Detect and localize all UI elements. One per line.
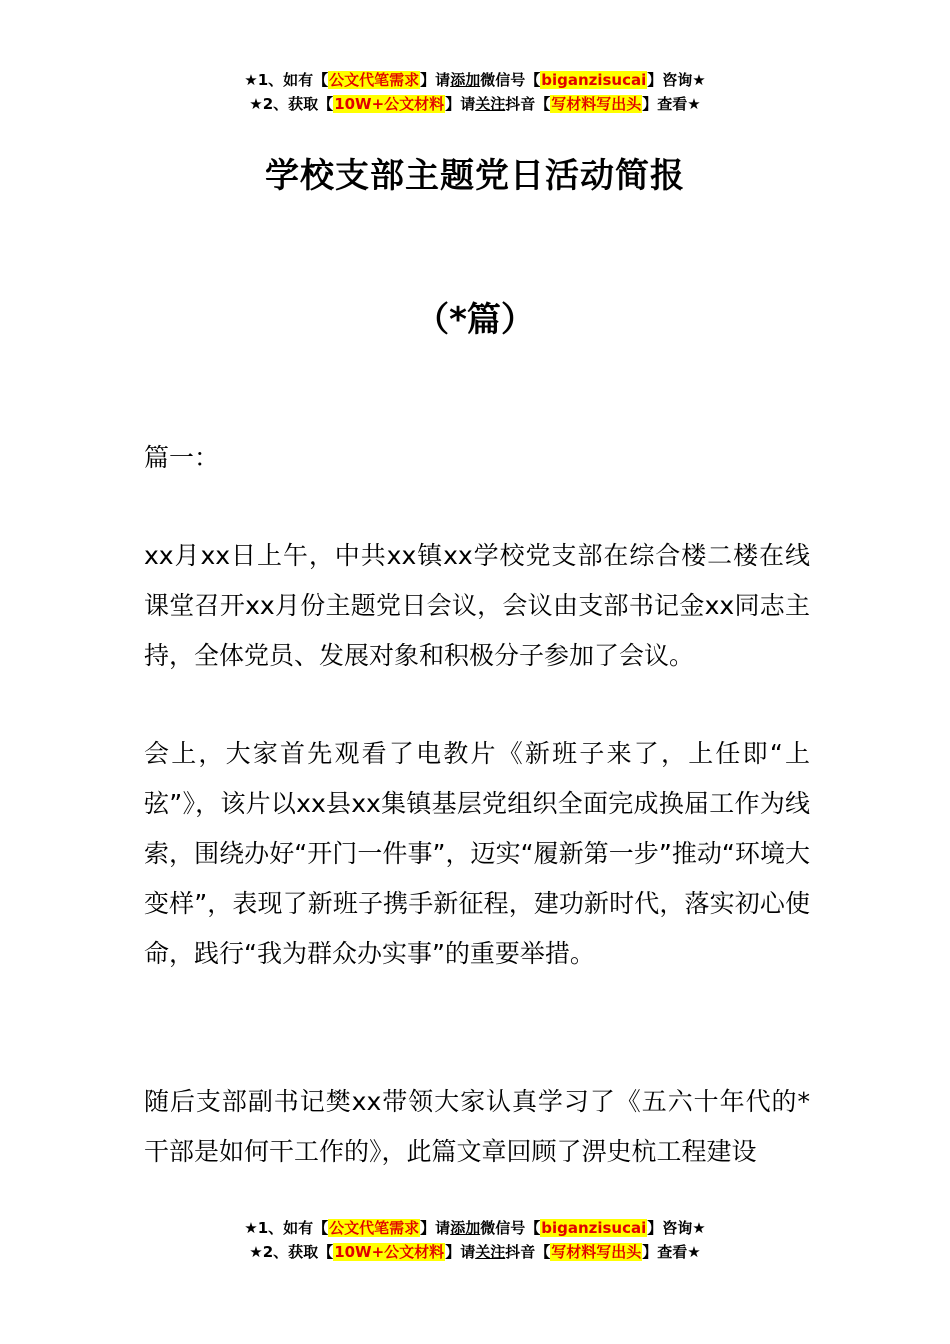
header-banner — [0, 68, 950, 116]
document-title: 学校支部主题党日活动简报 — [265, 156, 685, 196]
banner-text: ★1、如有【 — [244, 1219, 329, 1237]
banner-text: 微信号【 — [480, 1219, 541, 1237]
banner-highlight: 10W+公文材料 — [334, 95, 445, 113]
banner-emphasis: 添加 — [450, 71, 481, 89]
banner-text: 】请 — [445, 95, 476, 113]
body-paragraph: 随后支部副书记樊xx带领大家认真学习了《五六十年代的*干部是如何干工作的》，此篇文章回顾了淠史杭工程建设 — [144, 1087, 810, 1166]
banner-text: 】请 — [420, 71, 451, 89]
banner-line-2 — [0, 92, 950, 116]
banner-highlight: 10W+公文材料 — [334, 1243, 445, 1261]
banner-text: ★2、获取【 — [249, 95, 334, 113]
document-subtitle: （*篇） — [415, 300, 535, 340]
banner-text: 抖音【 — [505, 1243, 551, 1261]
banner-highlight: 写材料写出头 — [551, 95, 642, 113]
banner-text: 微信号【 — [480, 71, 541, 89]
banner-emphasis: 关注 — [475, 95, 506, 113]
banner-emphasis: 关注 — [475, 1243, 506, 1261]
body-paragraph: 会上，大家首先观看了电教片《新班子来了，上任即“上弦”》，该片以xx县xx集镇基层党组织全面完成换届工作为线索，围绕办好“开门一件事”，迈实“履新第一步”推动“环境大变样”，表现了新班子携手新征程，建功新时代，落实初心使命，践行“我为群众办实事”的重要举措。 — [144, 739, 810, 968]
banner-text: 】咨询★ — [647, 1219, 706, 1237]
banner-line-2 — [0, 1240, 950, 1264]
banner-text: 】请 — [445, 1243, 476, 1261]
banner-text: ★1、如有【 — [244, 71, 329, 89]
banner-text: ★2、获取【 — [249, 1243, 334, 1261]
banner-highlight: 公文代笔需求 — [329, 71, 420, 89]
banner-wechat-id: biganzisucai — [541, 1219, 647, 1237]
banner-highlight: 公文代笔需求 — [329, 1219, 420, 1237]
banner-text: 】查看★ — [642, 1243, 701, 1261]
banner-text: 】查看★ — [642, 95, 701, 113]
banner-highlight: 写材料写出头 — [551, 1243, 642, 1261]
footer-banner — [0, 1216, 950, 1264]
banner-line-1 — [0, 68, 950, 92]
banner-line-1 — [0, 1216, 950, 1240]
body-paragraph: xx月xx日上午，中共xx镇xx学校党支部在综合楼二楼在线课堂召开xx月份主题党日会议，会议由支部书记金xx同志主持，全体党员、发展对象和积极分子参加了会议。 — [144, 541, 810, 670]
banner-text: 】请 — [420, 1219, 451, 1237]
banner-wechat-id: biganzisucai — [541, 71, 647, 89]
banner-text: 抖音【 — [505, 95, 551, 113]
banner-emphasis: 添加 — [450, 1219, 481, 1237]
section-label: 篇一： — [144, 443, 220, 472]
banner-text: 】咨询★ — [647, 71, 706, 89]
